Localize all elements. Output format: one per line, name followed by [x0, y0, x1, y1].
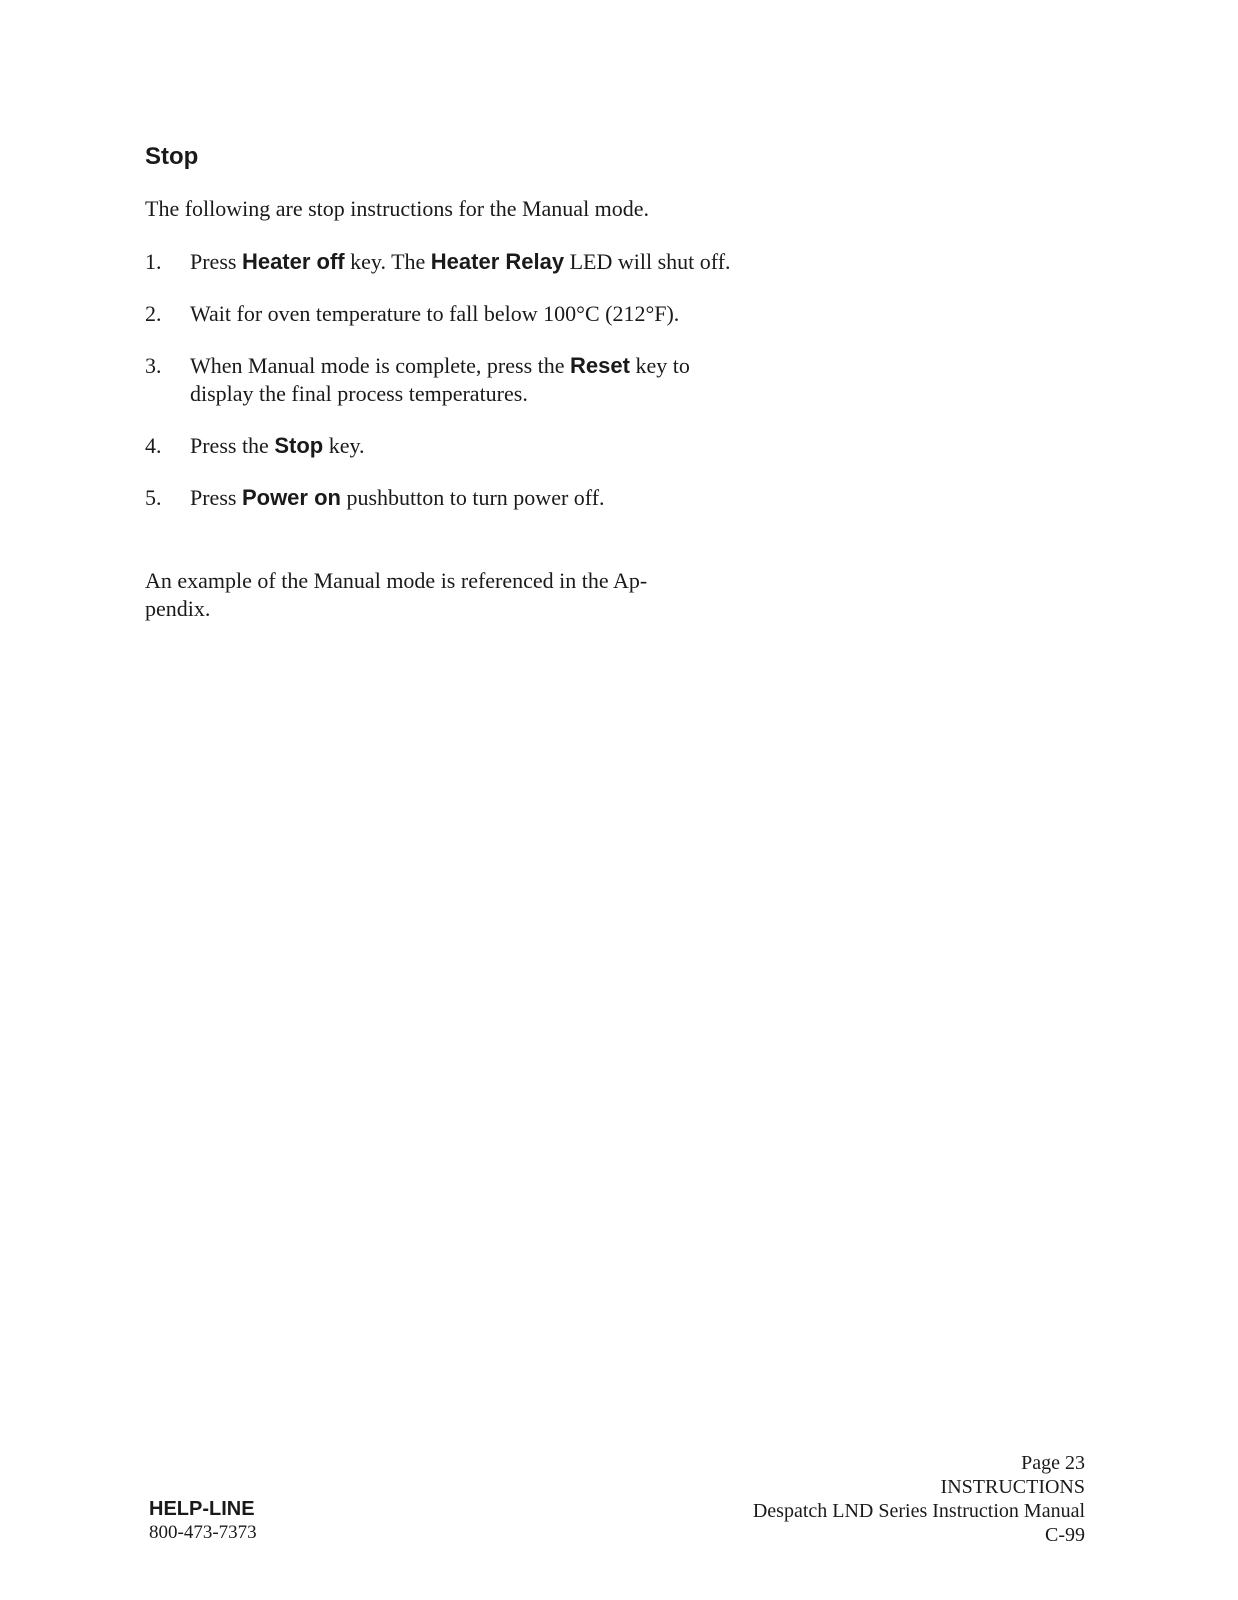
step-text: key to display the final process temperatures.: [190, 353, 690, 406]
step-text: When Manual mode is complete, press the: [190, 353, 571, 378]
step-number: 2.: [145, 301, 162, 326]
step-number: 3.: [145, 353, 162, 378]
step-text: key. The: [344, 249, 431, 274]
footer-section: INSTRUCTIONS: [940, 1476, 1085, 1498]
page-number: Page 23: [1021, 1452, 1085, 1474]
key-name: Stop: [274, 433, 324, 458]
step-text: key.: [323, 433, 365, 458]
step-number: 1.: [145, 249, 162, 274]
step-text: Press: [190, 485, 242, 510]
manual-title: Despatch LND Series Instruction Manual: [752, 1500, 1085, 1522]
helpline-phone: 800-473-7373: [149, 1522, 257, 1543]
step-text: Press the: [190, 433, 275, 458]
step-text: Wait for oven temperature to fall below 100°C (212°F).: [190, 301, 680, 326]
key-name: Heater Relay: [430, 249, 565, 274]
step-item: [145, 484, 745, 512]
section-heading: Stop: [145, 143, 199, 170]
stop-steps-list: [145, 248, 745, 536]
step-item: [145, 248, 745, 276]
step-text: LED will shut off.: [564, 249, 731, 274]
step-text: Press: [190, 249, 242, 274]
key-name: Heater off: [241, 249, 345, 274]
helpline-label: HELP-LINE: [149, 1498, 255, 1520]
closing-text: An example of the Manual mode is referenced in the Ap-pendix.: [145, 568, 648, 621]
step-number: 4.: [145, 433, 162, 458]
helpline-block: [149, 1497, 257, 1545]
page-footer: [753, 1451, 1085, 1547]
step-text: pushbutton to turn power off.: [340, 485, 605, 510]
intro-text: The following are stop instructions for the Manual mode.: [145, 196, 650, 221]
step-number: 5.: [145, 485, 162, 510]
step-item: [145, 352, 745, 408]
document-code: C-99: [1045, 1524, 1085, 1546]
key-name: Reset: [570, 353, 630, 378]
step-item: [145, 300, 745, 328]
key-name: Power on: [241, 485, 341, 510]
step-item: [145, 432, 745, 460]
